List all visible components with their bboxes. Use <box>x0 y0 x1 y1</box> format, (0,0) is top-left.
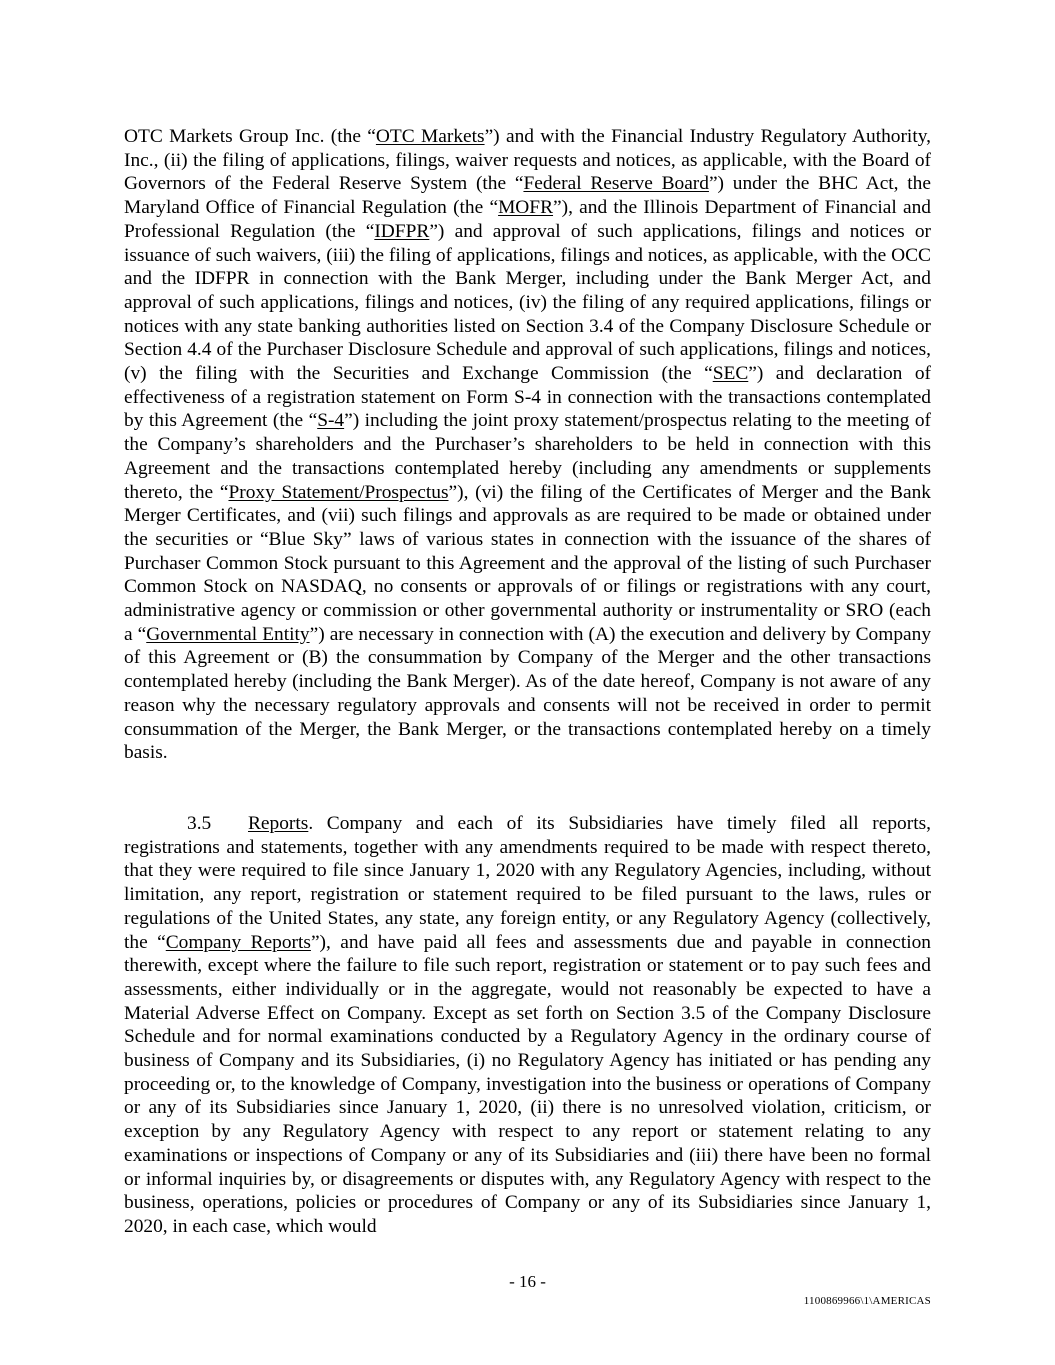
text-run: OTC Markets Group Inc. (the “ <box>124 126 376 147</box>
section-3-5-reports <box>124 812 931 1239</box>
defined-term: Proxy Statement/Prospectus <box>228 481 449 503</box>
text-run: ”) under the BHC Act, the Maryland Office of Financial Regulation (the “ <box>124 173 931 219</box>
document-id: 1100869966\1\AMERICAS <box>803 1295 931 1307</box>
text-run: ”) and declaration of effectiveness of a registration statement on Form S-4 in connection with the transactions contemplated by this Agreement (the “ <box>124 363 931 432</box>
defined-term: IDFPR <box>374 220 430 242</box>
defined-term: Governmental Entity <box>146 623 310 645</box>
section-number: 3.5 <box>187 813 212 834</box>
defined-term: OTC Markets <box>375 126 485 147</box>
defined-term: MOFR <box>498 197 554 219</box>
defined-term: SEC <box>712 363 749 385</box>
page-number: - 16 - <box>509 1272 546 1291</box>
section-heading: Reports <box>248 813 309 834</box>
defined-term: Federal Reserve Board <box>523 173 709 195</box>
text-run: ”) are necessary in connection with (A) the execution and delivery by Company of this Agreement or (B) the consummation by Company of the Merger and the other transactions contemplated hereby (including the Bank Merger). As of the date hereof, Company is not aware of any reason why the necessary regulatory approvals and consents will not be received in order to permit consummation of the Merger, the Bank Merger, or the transactions contemplated hereby on a timely basis. <box>124 623 932 764</box>
text-run: ”) and with the Financial Industry Regulatory Authority, Inc., (ii) the filing of applications, filings, waiver requests and notices, as applicable, with the Board of Governors of the Federal Reserve System (the “ <box>124 126 931 195</box>
defined-term: S-4 <box>317 410 345 432</box>
defined-term: Company Reports <box>165 931 311 953</box>
text-run: ”), and the Illinois Department of Financial and Professional Regulation (the “ <box>124 197 931 242</box>
text-run: ”), and have paid all fees and assessments due and payable in connection therewith, except where the failure to file such report, registration or statement or to pay such fees and assessments, either individually or in the aggregate, would not reasonably be expected to have a Material Adverse Effect on Company. Except as set forth on Section 3.5 of the Company Disclosure Schedule and for normal examinations conducted by a Regulatory Agency in the ordinary course of business of Company and its Subsidiaries, (i) no Regulatory Agency has initiated or has pending any proceeding or, to the knowledge of Company, investigation into the business or operations of Company or any of its Subsidiaries since January 1, 2020, (ii) there is no unresolved violation, criticism, or exception by any Regulatory Agency with respect to any report or statement relating to any examinations or inspections of Company or any of its Subsidiaries and (iii) there have been no formal or informal inquiries by, or disagreements or disputes with, any Regulatory Agency with respect to the business, operations, policies or procedures of Company or any of its Subsidiaries since January 1, 2020, in each case, which would <box>124 931 931 1237</box>
text-run: . Company and each of its Subsidiaries have timely filed all reports, registrations and statements, together with any amendments required to be made with respect thereto, that they were required to file since January 1, 2020 with any Regulatory Agencies, including, without limitation, any report, registration or statement required to be filed pursuant to the laws, rules or regulations of the United States, any state, any foreign entity, or any Regulatory Agency (collectively, the “ <box>124 813 931 953</box>
text-run: ”) and approval of such applications, filings and notices or issuance of such waivers, (iii) the filing of applications, filings and notices, as applicable, with the OCC and the IDFPR in connection with the Bank Merger, including under the Bank Merger Act, and approval of such applications, filings and notices, (iv) the filing of any required applications, filings or notices with any state banking authorities listed on Section 3.4 of the Company Disclosure Schedule or Section 4.4 of the Purchaser Disclosure Schedule and approval of such applications, filings and notices, (v) the filing with the Securities and Exchange Commission (the “ <box>124 220 931 385</box>
text-run: ”) including the joint proxy statement/prospectus relating to the meeting of the Company’s shareholders and the Purchaser’s shareholders to be held in connection with this Agreement and the transactions contemplated hereby (including any amendments or supplements thereto, the “ <box>124 410 932 503</box>
text-run: ”), (vi) the filing of the Certificates of Merger and the Bank Merger Certificates, and (vii) such filings and approvals as are required to be made or obtained under the securities or “Blue Sky” laws of various states in connection with the issuance of the shares of Purchaser Common Stock pursuant to this Agreement and the approval of the listing of such Purchaser Common Stock on NASDAQ, no consents or approvals of or filings or registrations with any court, administrative agency or commission or other governmental authority or instrumentality or SRO (each a “ <box>124 481 931 645</box>
body-paragraph-continued <box>124 125 931 765</box>
